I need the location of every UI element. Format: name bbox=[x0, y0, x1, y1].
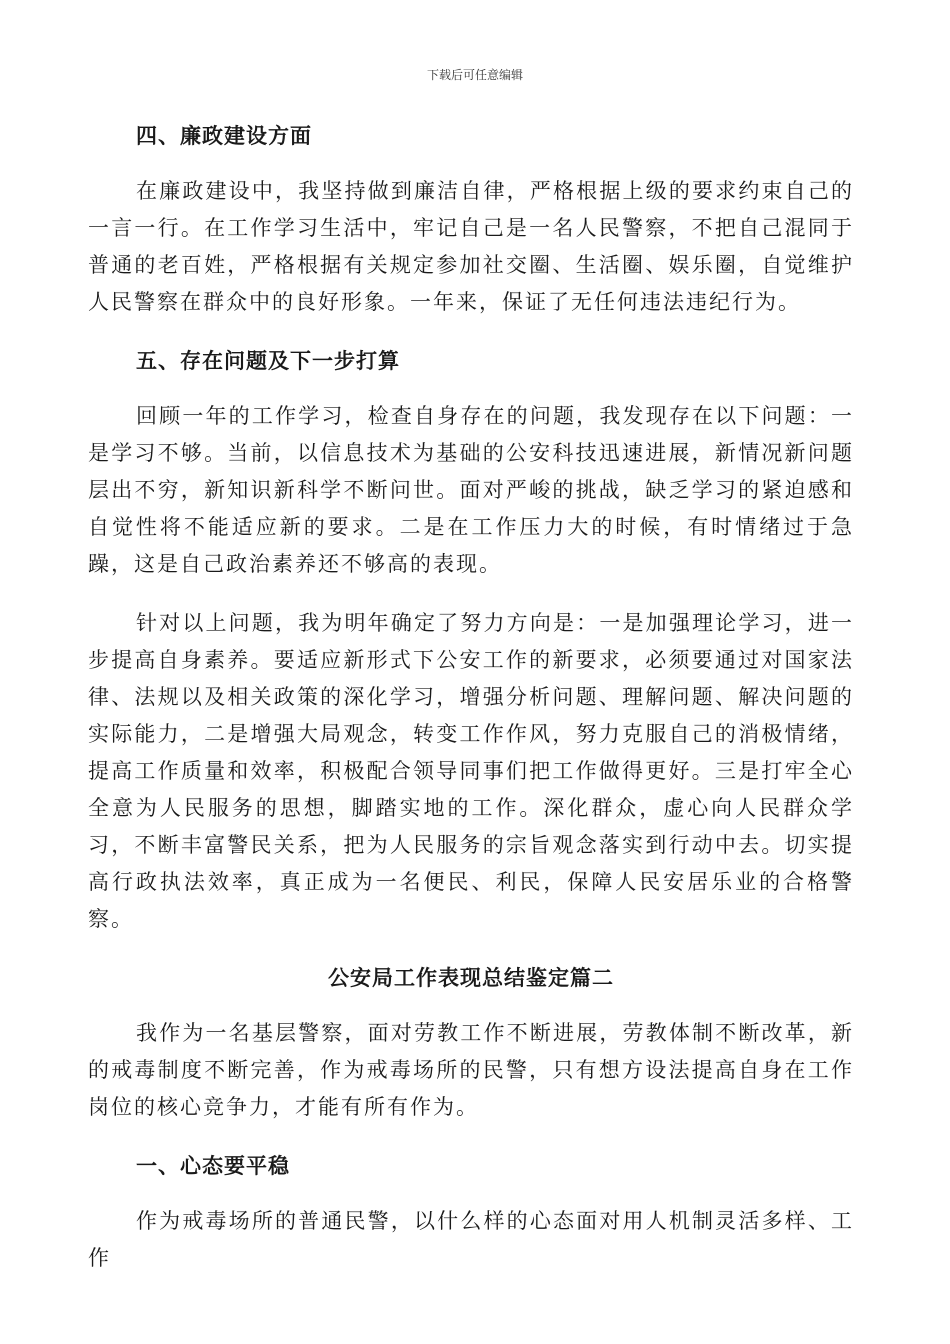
paragraph-plans: 针对以上问题，我为明年确定了努力方向是：一是加强理论学习，进一步提高自身素养。要适应新形式下公安工作的新要求，必须要通过对国家法律、法规以及相关政策的深化学习，增强分析问题、理解问题、解决问题的实际能力，二是增强大局观念，转变工作作风，努力克服自己的消极情绪，提高工作质量和效率，积极配合领导同事们把工作做得更好。三是打牢全心全意为人民服务的思想，脚踏实地的工作。深化群众，虚心向人民群众学习，不断丰富警民关系，把为人民服务的宗旨观念落实到行动中去。切实提高行政执法效率，真正成为一名便民、利民，保障人民安居乐业的合格警察。 bbox=[88, 611, 854, 931]
paragraph-part-two-intro: 我作为一名基层警察，面对劳教工作不断进展，劳教体制不断改革，新的戒毒制度不断完善，作为戒毒场所的民警，只有想方设法提高自身在工作岗位的核心竞争力，才能有所有作为。 bbox=[88, 1021, 854, 1119]
header-note: 下载后可任意编辑 bbox=[426, 68, 523, 82]
paragraph-problems: 回顾一年的工作学习，检查自身存在的问题，我发现存在以下问题：一是学习不够。当前，以信息技术为基础的公安科技迅速进展，新情况新问题层出不穷，新知识新科学不断问世。面对严峻的挑战，缺乏学习的紧迫感和自觉性将不能适应新的要求。二是在工作压力大的时候，有时情绪过于急躁，这是自己政治素养还不够高的表现。 bbox=[88, 404, 854, 576]
document-body bbox=[88, 118, 854, 1277]
part-two-title: 公安局工作表现总结鉴定篇二 bbox=[328, 966, 614, 990]
section-heading-mindset: 一、心态要平稳 bbox=[136, 1154, 290, 1178]
paragraph-mindset: 作为戒毒场所的普通民警，以什么样的心态面对用人机制灵活多样、工作 bbox=[88, 1209, 854, 1270]
section-heading-integrity: 四、廉政建设方面 bbox=[136, 124, 312, 148]
paragraph-integrity: 在廉政建设中，我坚持做到廉洁自律，严格根据上级的要求约束自己的一言一行。在工作学习生活中，牢记自己是一名人民警察，不把自己混同于普通的老百姓，严格根据有关规定参加社交圈、生活圈、娱乐圈，自觉维护人民警察在群众中的良好形象。一年来，保证了无任何违法违纪行为。 bbox=[88, 179, 854, 314]
section-heading-problems: 五、存在问题及下一步打算 bbox=[136, 349, 400, 373]
